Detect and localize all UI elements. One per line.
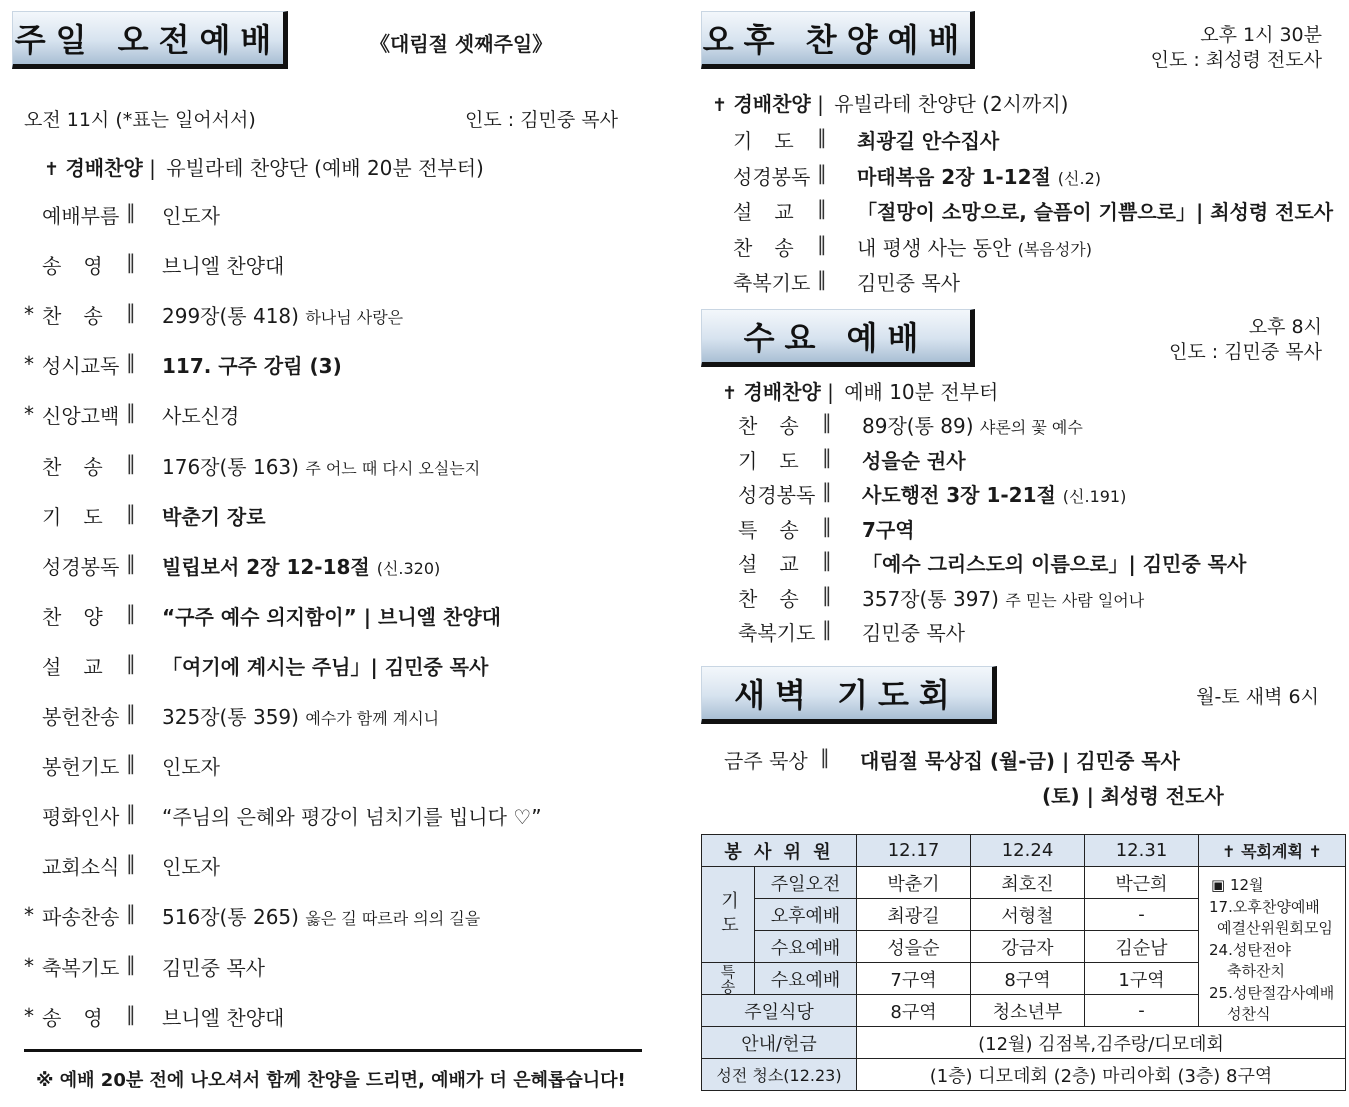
- order-bar: ∥: [126, 250, 136, 275]
- order-value: [162, 200, 220, 229]
- order-value-text: 마태복음 2장 1-12절: [857, 164, 1051, 189]
- guide-value: (12월) 김점복,김주랑/디모데회: [857, 1027, 1346, 1059]
- order-label: 찬송: [738, 414, 821, 438]
- table-row: [702, 1059, 1346, 1091]
- order-value: [857, 232, 1092, 261]
- order-label: 찬송: [733, 235, 816, 260]
- order-label: 신앙고백: [42, 404, 120, 429]
- order-value-text: 사도신경: [162, 404, 240, 429]
- order-value: [162, 1002, 284, 1031]
- order-label: 기도: [42, 504, 125, 529]
- opening-bar: |: [817, 92, 824, 116]
- cross-icon: ✝: [722, 383, 738, 404]
- guide-label: 안내/헌금: [702, 1027, 857, 1059]
- order-label: 예배부름: [42, 204, 120, 228]
- plan-item: 25.성탄절감사예배: [1209, 983, 1335, 1002]
- table-header-row: [702, 835, 1346, 867]
- group-special: 특송: [702, 963, 755, 995]
- table-cell: 8구역: [971, 963, 1085, 995]
- order-label: 봉헌찬송: [42, 705, 120, 729]
- order-value-text: 325장(통 359): [162, 705, 299, 729]
- opening-value: 유빌라테 찬양단 (예배 20분 전부터): [166, 156, 484, 180]
- order-value-text: 브니엘 찬양대: [162, 254, 285, 279]
- clean-value: (1층) 디모데회 (2층) 마리아회 (3층) 8구역: [857, 1059, 1346, 1091]
- sunday-time: 오전 11시 (*표는 일어서서): [24, 109, 256, 131]
- order-value-text: 357장(통 397): [862, 586, 999, 611]
- table-cell: 성을순: [857, 931, 971, 963]
- order-label: 찬송: [42, 454, 125, 479]
- dawn-line1: 대림절 묵상집 (월-금) | 김민중 목사: [860, 749, 1180, 773]
- order-label: 설교: [42, 654, 125, 679]
- order-bar: ∥: [817, 196, 827, 220]
- stand-marker: *: [24, 903, 34, 928]
- order-bar: ∥: [126, 550, 136, 575]
- order-value: [162, 952, 265, 981]
- order-bar: ∥: [126, 200, 136, 224]
- order-note: 주 믿는 사람 일어나: [1005, 590, 1145, 610]
- order-bar: ∥: [126, 300, 136, 325]
- order-value-text: 최광길 안수집사: [857, 129, 1000, 153]
- order-bar: ∥: [126, 400, 136, 425]
- order-note: (복음성가): [1017, 239, 1092, 259]
- table-header-cell: 봉 사 위 원: [702, 835, 857, 867]
- order-value-text: 인도자: [162, 204, 220, 228]
- order-label: 축복기도: [738, 621, 816, 645]
- order-note: 예수가 함께 계시니: [305, 709, 440, 728]
- order-label: 설교: [733, 200, 816, 224]
- order-value-text: 내 평생 사는 동안: [857, 235, 1012, 260]
- order-value: [862, 548, 1246, 577]
- order-label: 송영: [42, 1005, 125, 1030]
- order-value-text: 성을순 권사: [862, 448, 966, 473]
- order-value: [162, 551, 440, 580]
- order-note: 주 어느 때 다시 오실는지: [305, 458, 481, 478]
- stand-marker: *: [24, 402, 34, 427]
- order-bar: ∥: [126, 1001, 136, 1026]
- order-value: [862, 514, 915, 543]
- order-label: 축복기도: [42, 955, 120, 980]
- order-value: [862, 445, 966, 474]
- order-label: 기도: [738, 448, 821, 473]
- order-note: (신.191): [1062, 487, 1127, 506]
- plan-cell: [1199, 867, 1346, 1027]
- sunday-morning-title: 주일 오전예배: [12, 11, 288, 69]
- order-bar: ∥: [817, 231, 827, 256]
- order-value-text: 빌립보서 2장 12-18절: [162, 554, 370, 579]
- table-cell: 8구역: [857, 995, 971, 1027]
- order-value: [162, 751, 220, 780]
- table-cell: 김순남: [1085, 931, 1199, 963]
- order-label: 평화인사: [42, 805, 120, 830]
- order-value: [162, 400, 239, 429]
- stand-marker: *: [24, 302, 34, 327]
- plan-item: 예결산위원회모임: [1217, 919, 1333, 937]
- order-value-text: 「절망이 소망으로, 슬픔이 기쁨으로」| 최성령 전도사: [857, 200, 1334, 224]
- order-label: 특송: [738, 517, 821, 542]
- plan-list: [1209, 875, 1345, 1026]
- order-value: [857, 125, 999, 154]
- order-note: (신.320): [376, 558, 441, 578]
- order-value: [862, 583, 1144, 612]
- table-cell: 박춘기: [857, 867, 971, 899]
- order-value-text: 「예수 그리스도의 이름으로」| 김민중 목사: [862, 552, 1247, 576]
- order-value: [862, 410, 1083, 439]
- dawn-title: 새벽 기도회: [701, 666, 997, 724]
- table-row: [702, 867, 1346, 899]
- order-value: [857, 196, 1333, 225]
- table-header-cell: 12.31: [1085, 835, 1199, 867]
- table-cell: 7구역: [857, 963, 971, 995]
- order-value: [162, 350, 342, 379]
- service-roster-table: [701, 834, 1346, 1091]
- order-bar: ∥: [126, 600, 136, 625]
- clean-label: 성전 청소(12.23): [702, 1059, 857, 1091]
- order-value-text: 516장(통 265): [162, 905, 299, 930]
- order-value: [162, 501, 266, 530]
- order-value: [162, 451, 480, 480]
- row-label: 주일오전: [755, 867, 857, 899]
- order-value-text: 176장(통 163): [162, 454, 299, 479]
- dawn-line2: (토) | 최성령 전도사: [1042, 784, 1224, 808]
- row-label: 수요예배: [755, 931, 857, 963]
- order-note: (신.2): [1057, 168, 1101, 188]
- order-value-text: 「여기에 계시는 주님」| 김민중 목사: [162, 654, 489, 679]
- order-value-text: “주님의 은혜와 평강이 넘치기를 빕니다 ♡”: [162, 805, 542, 830]
- row-label: 오후예배: [755, 899, 857, 931]
- order-label: 송영: [42, 254, 125, 279]
- order-value-text: 김민중 목사: [162, 955, 265, 980]
- sunday-opening: [44, 152, 484, 181]
- dawn-label: 금주 묵상: [724, 749, 808, 773]
- order-value-text: 7구역: [862, 517, 915, 542]
- table-cell: 서형철: [971, 899, 1085, 931]
- opening-label: 경배찬양: [65, 156, 143, 180]
- afternoon-opening: [712, 88, 1068, 117]
- footer-divider: [24, 1049, 642, 1052]
- order-value: [162, 300, 403, 329]
- dawn-time: 월-토 새벽 6시: [1196, 686, 1319, 708]
- order-value: [162, 851, 220, 880]
- order-bar: ∥: [822, 617, 832, 641]
- order-bar: ∥: [126, 751, 136, 776]
- order-value-text: 김민중 목사: [857, 271, 960, 295]
- order-value: [162, 801, 542, 830]
- sunday-leader: 인도 : 김민중 목사: [465, 109, 618, 131]
- table-header-cell: 12.24: [971, 835, 1085, 867]
- order-bar: ∥: [817, 125, 827, 149]
- order-value: [162, 250, 284, 279]
- order-note: 옳은 길 따르라 의의 길을: [305, 909, 481, 929]
- order-value: [857, 161, 1101, 190]
- order-bar: ∥: [822, 513, 832, 538]
- wednesday-leader: 인도 : 김민중 목사: [1169, 341, 1322, 363]
- dawn-bar: ∥: [820, 745, 830, 769]
- order-label: 찬송: [738, 586, 821, 611]
- order-value-text: 김민중 목사: [862, 621, 965, 645]
- order-note: 하나님 사랑은: [305, 308, 404, 328]
- order-bar: ∥: [822, 479, 832, 503]
- opening-value: 예배 10분 전부터: [844, 380, 999, 404]
- table-row: [702, 1027, 1346, 1059]
- opening-label: 경배찬양: [733, 92, 811, 116]
- order-bar: ∥: [126, 801, 136, 826]
- table-cell: 1구역: [1085, 963, 1199, 995]
- order-value-text: 인도자: [162, 855, 220, 880]
- opening-value: 유빌라테 찬양단 (2시까지): [834, 92, 1069, 116]
- order-value-text: 사도행전 3장 1-21절: [862, 483, 1056, 507]
- order-label: 찬양: [42, 604, 125, 629]
- wednesday-title: 수요 예배: [701, 309, 975, 367]
- stand-marker: *: [24, 352, 34, 377]
- order-label: 교회소식: [42, 855, 120, 880]
- plan-item: 24.성탄전야: [1209, 940, 1291, 959]
- order-bar: ∥: [817, 160, 827, 185]
- plan-item: 17.오후찬양예배: [1209, 897, 1320, 916]
- order-label: 설교: [738, 552, 821, 576]
- afternoon-time: 오후 1시 30분: [1200, 24, 1322, 46]
- afternoon-title: 오후 찬양예배: [701, 11, 975, 69]
- order-bar: ∥: [817, 267, 827, 291]
- order-label: 파송찬송: [42, 905, 120, 930]
- table-cell: 최호진: [971, 867, 1085, 899]
- order-label: 찬송: [42, 304, 125, 329]
- sunday-footer-note: ※ 예배 20분 전에 나오셔서 함께 찬양을 드리면, 예배가 더 은혜롭습니다!: [36, 1070, 626, 1091]
- plan-item: 성찬식: [1227, 1005, 1271, 1023]
- order-value-text: 인도자: [162, 755, 220, 780]
- order-value: [862, 617, 965, 646]
- table-header-cell: 12.17: [857, 835, 971, 867]
- order-bar: ∥: [822, 582, 832, 607]
- order-label: 성경봉독: [733, 164, 811, 189]
- order-value: [862, 479, 1126, 508]
- order-bar: ∥: [126, 500, 136, 525]
- group-prayer: 기도: [702, 867, 755, 963]
- order-bar: ∥: [126, 901, 136, 926]
- order-value: [162, 901, 480, 930]
- sunday-subtitle: 《대림절 셋째주일》: [370, 32, 553, 56]
- order-value-text: 89장(통 89): [862, 414, 974, 438]
- order-bar: ∥: [822, 444, 832, 469]
- order-label: 축복기도: [733, 271, 811, 295]
- order-value-text: “구주 예수 의지함이” | 브니엘 찬양대: [162, 604, 501, 629]
- stand-marker: *: [24, 1003, 34, 1028]
- table-cell: 최광길: [857, 899, 971, 931]
- wednesday-time: 오후 8시: [1248, 316, 1322, 338]
- opening-label: 경배찬양: [743, 380, 821, 404]
- order-value: [162, 651, 488, 680]
- afternoon-leader: 인도 : 최성령 전도사: [1150, 49, 1322, 71]
- order-value-text: 117. 구주 강림 (3): [162, 354, 342, 379]
- plan-title: ✝ 목회계획 ✝: [1199, 835, 1346, 867]
- order-value-text: 299장(통 418): [162, 304, 299, 329]
- order-label: 기도: [733, 129, 816, 153]
- order-value: [162, 701, 439, 730]
- order-note: 샤론의 꽃 예수: [979, 418, 1083, 437]
- table-cell: 박근희: [1085, 867, 1199, 899]
- order-value: [857, 267, 960, 296]
- cross-icon: ✝: [712, 95, 728, 116]
- order-value-text: 박춘기 장로: [162, 504, 266, 529]
- order-bar: ∥: [126, 851, 136, 876]
- table-cell: 청소년부: [971, 995, 1085, 1027]
- table-cell: -: [1085, 995, 1199, 1027]
- order-label: 성경봉독: [738, 483, 816, 507]
- table-cell: 강금자: [971, 931, 1085, 963]
- order-label: 봉헌기도: [42, 755, 120, 780]
- order-label: 성경봉독: [42, 554, 120, 579]
- table-cell: -: [1085, 899, 1199, 931]
- cross-icon: ✝: [44, 159, 60, 180]
- plan-item: 축하잔치: [1227, 962, 1285, 980]
- wednesday-opening: [722, 376, 998, 405]
- order-bar: ∥: [126, 650, 136, 675]
- order-value: [162, 601, 501, 630]
- order-bar: ∥: [822, 548, 832, 572]
- stand-marker: *: [24, 953, 34, 978]
- plan-item: ▣ 12월: [1211, 876, 1264, 894]
- order-bar: ∥: [126, 951, 136, 976]
- order-bar: ∥: [822, 410, 832, 434]
- order-bar: ∥: [126, 701, 136, 725]
- order-bar: ∥: [126, 350, 136, 375]
- opening-bar: |: [827, 380, 834, 404]
- opening-bar: |: [149, 156, 156, 180]
- order-value-text: 브니엘 찬양대: [162, 1005, 285, 1030]
- row-label: 수요예배: [755, 963, 857, 995]
- row-label: 주일식당: [702, 995, 857, 1027]
- order-bar: ∥: [126, 450, 136, 475]
- order-label: 성시교독: [42, 354, 120, 379]
